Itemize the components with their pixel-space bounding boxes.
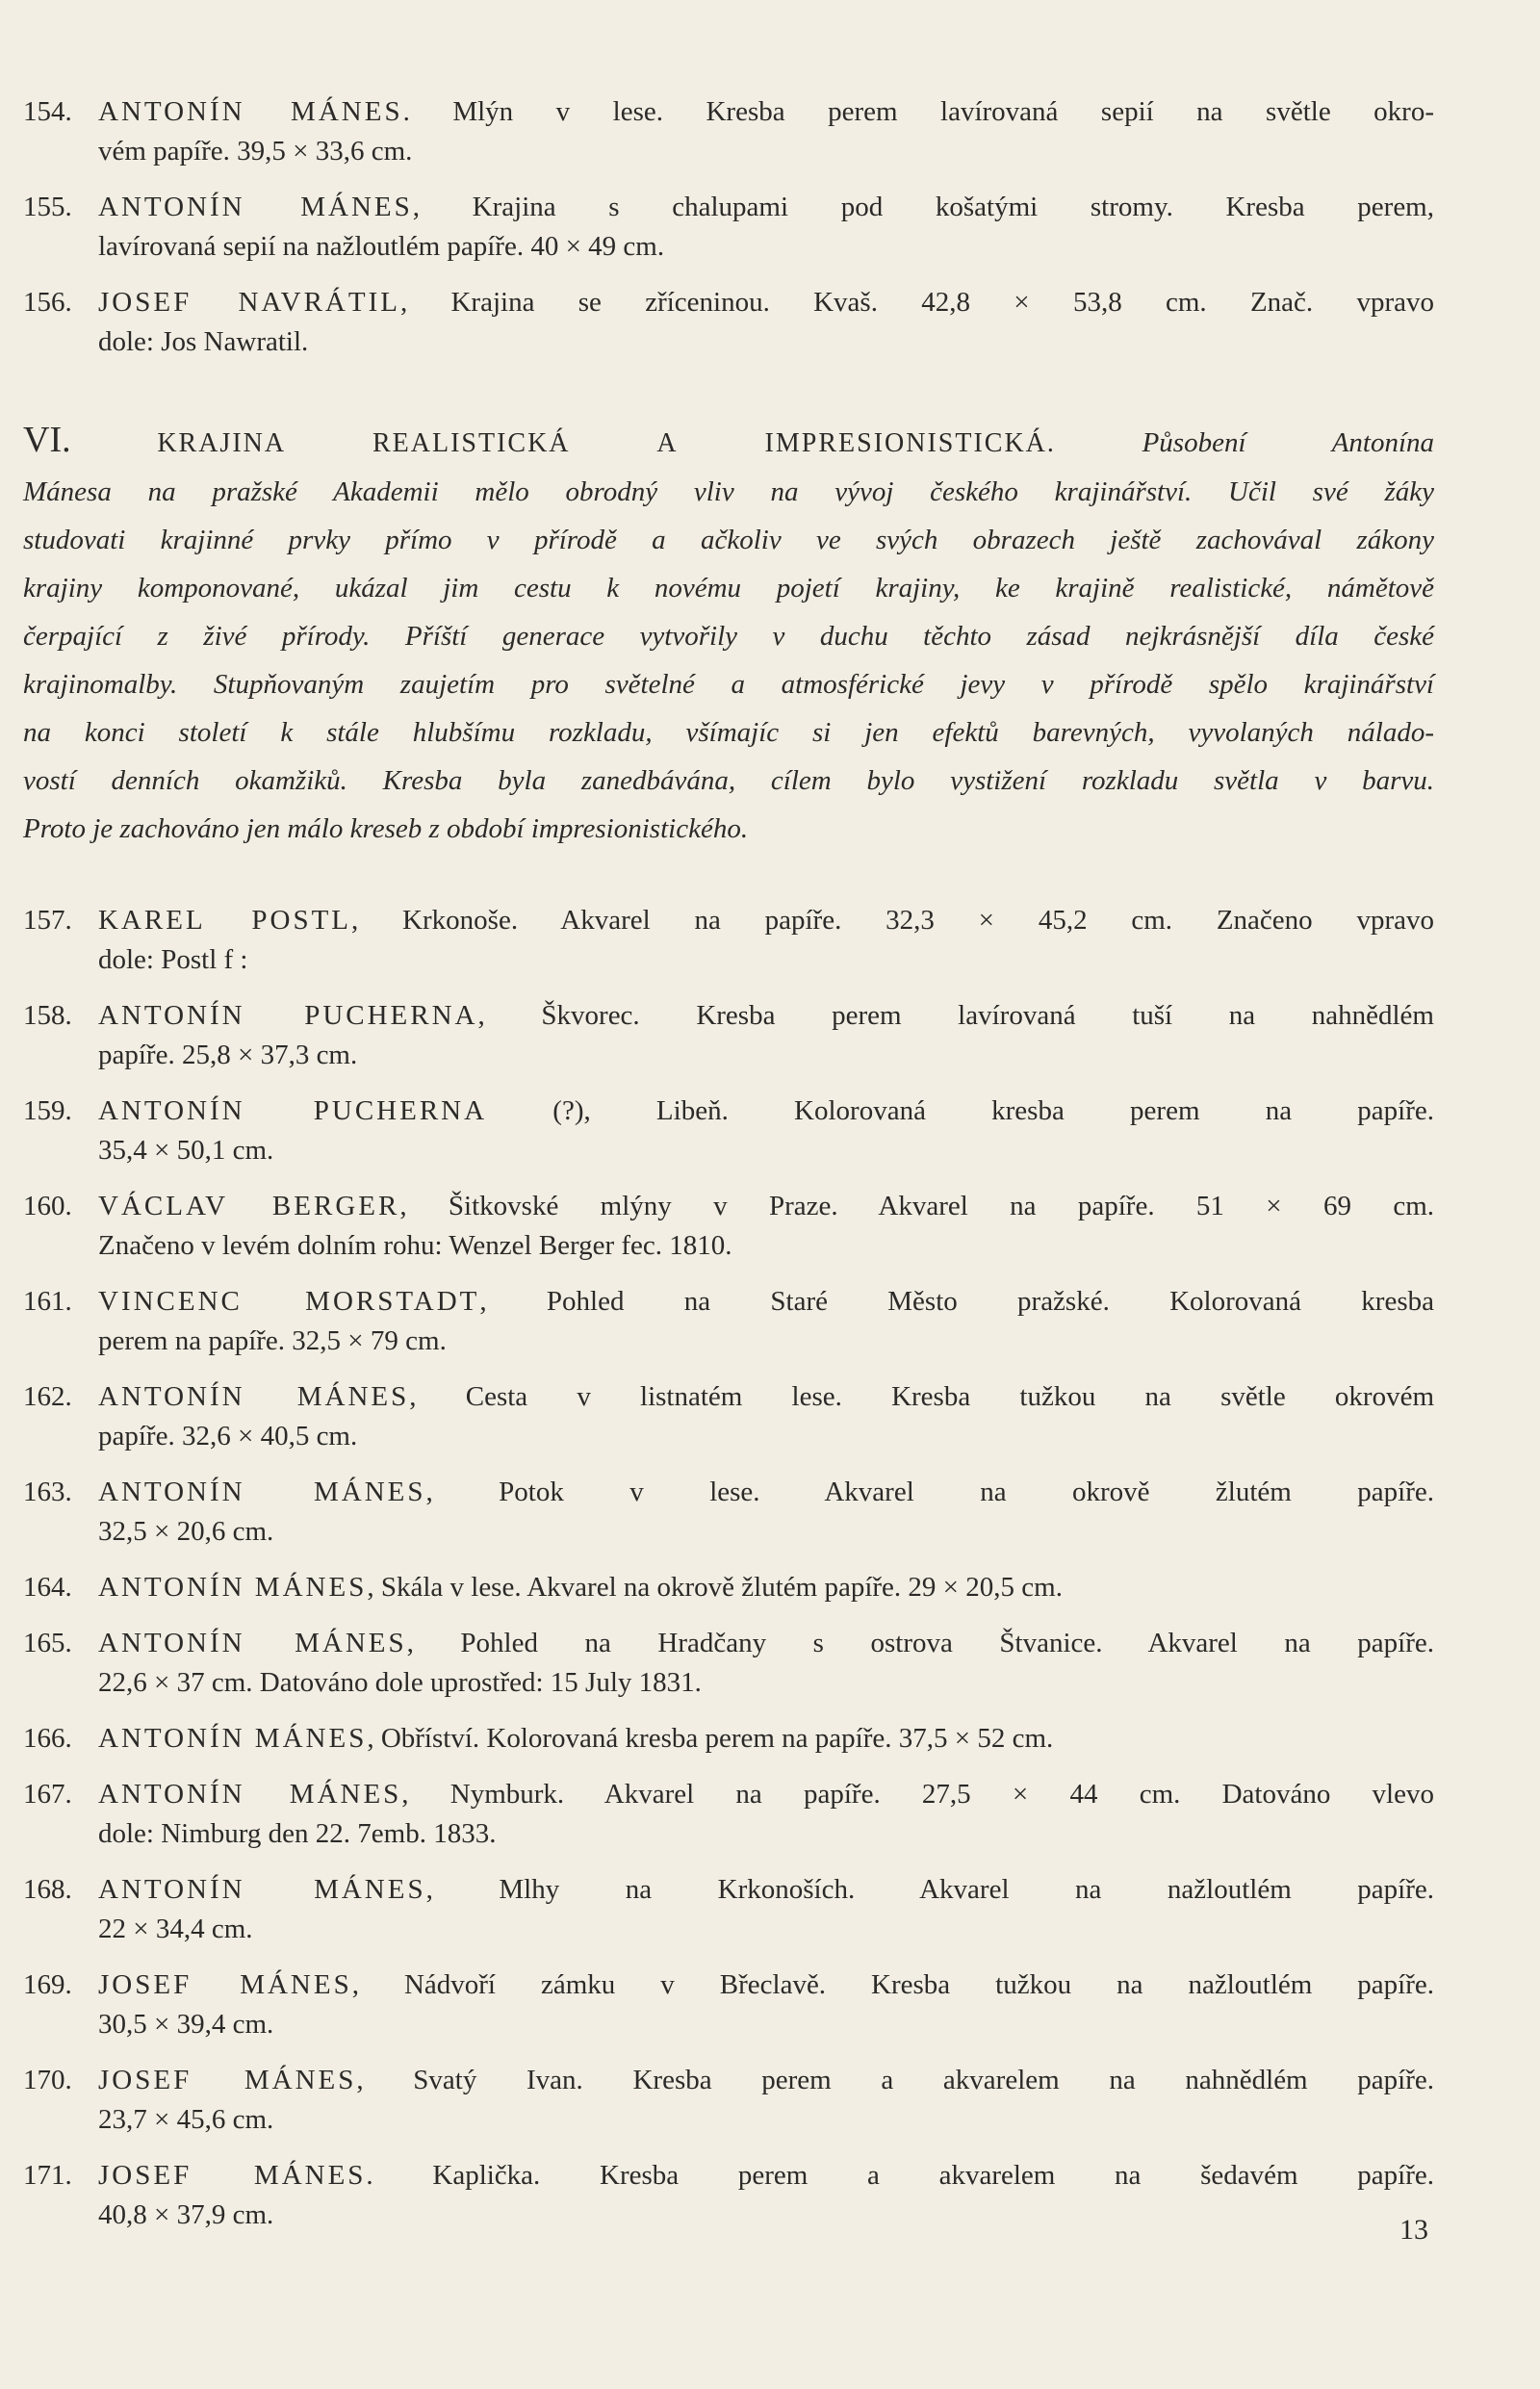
entry-description: 22,6 × 37 cm. Datováno dole uprostřed: 15 July 1831. — [98, 1667, 702, 1698]
catalogue-entry — [23, 1473, 1434, 1552]
catalogue-entry — [23, 1092, 1434, 1170]
entry-number: 162. — [23, 1381, 72, 1412]
entry-artist: VINCENC MORSTADT — [98, 1286, 480, 1317]
entry-description: , Pohled na Staré Město pražské. Kolorovaná kresba — [479, 1286, 1434, 1317]
catalogue-entry — [23, 2061, 1434, 2140]
entry-artist: JOSEF NAVRÁTIL — [98, 287, 400, 318]
entry-description: , Pohled na Hradčany s ostrova Štvanice. Akvarel na papíře. — [406, 1628, 1435, 1658]
entry-artist: ANTONÍN MÁNES — [98, 1628, 407, 1658]
catalogue-entry — [23, 996, 1434, 1075]
entry-description: dole: Postl f : — [98, 944, 248, 975]
entry-number: 161. — [23, 1286, 72, 1317]
entry-artist: ANTONÍN MÁNES — [98, 1874, 426, 1905]
catalogue-entry — [23, 901, 1434, 980]
catalogue-entry — [23, 1965, 1434, 2044]
catalogue-entry — [23, 1377, 1434, 1456]
section-text-line: studovati krajinné prvky přímo v přírodě a ačkoliv ve svých obrazech ještě zachovával zákony — [23, 525, 1434, 555]
entry-description: , Šitkovské mlýny v Praze. Akvarel na papíře. 51 × 69 cm. — [399, 1191, 1435, 1221]
entry-artist: KAREL POSTL — [98, 905, 352, 936]
entry-artist: JOSEF MÁNES — [98, 1969, 352, 2000]
catalogue-entry — [23, 1870, 1434, 1949]
entry-artist: ANTONÍN PUCHERNA — [98, 1000, 478, 1031]
entry-description: , Cesta v listnatém lese. Kresba tužkou na světle okrovém — [409, 1381, 1434, 1412]
entry-number: 168. — [23, 1874, 72, 1905]
section-text-line: Působení Antonína — [1055, 427, 1435, 458]
entry-description: . Kaplička. Kresba perem a akvarelem na šedavém papíře. — [366, 2160, 1434, 2191]
entry-description: lavírovaná sepií na nažloutlém papíře. 40 × 49 cm. — [98, 231, 665, 262]
entry-artist: ANTONÍN MÁNES — [98, 96, 403, 127]
entry-number: 163. — [23, 1477, 72, 1507]
entry-artist: JOSEF MÁNES — [98, 2160, 367, 2191]
entry-description: , Obříství. Kolorovaná kresba perem na papíře. 37,5 × 52 cm. — [367, 1723, 1054, 1754]
entry-number: 158. — [23, 1000, 72, 1031]
section-text-line: vostí denních okamžiků. Kresba byla zanedbávána, cílem bylo vystižení rozkladu světla v barvu. — [23, 765, 1434, 796]
catalogue-entries — [23, 901, 1434, 2235]
catalogue-page — [23, 92, 1434, 2251]
entry-description: , Nádvoří zámku v Břeclavě. Kresba tužkou na nažloutlém papíře. — [351, 1969, 1435, 2000]
entry-number: 157. — [23, 905, 72, 936]
entry-description: , Svatý Ivan. Kresba perem a akvarelem na nahnědlém papíře. — [356, 2065, 1434, 2095]
entry-description: dole: Jos Nawratil. — [98, 326, 309, 357]
section-text-line: krajiny komponované, ukázal jim cestu k novému pojetí krajiny, ke krajině realistické, námětově — [23, 573, 1434, 604]
catalogue-entries-top — [23, 92, 1434, 362]
catalogue-entry — [23, 1719, 1434, 1759]
entry-number: 165. — [23, 1628, 72, 1658]
section-text-line: krajinomalby. Stupňovaným zaujetím pro světelné a atmosférické jevy v přírodě spělo krajinářství — [23, 669, 1434, 700]
catalogue-entry — [23, 1282, 1434, 1361]
entry-description: 35,4 × 50,1 cm. — [98, 1135, 274, 1166]
entry-description: , Krkonoše. Akvarel na papíře. 32,3 × 45,2 cm. Značeno vpravo — [351, 905, 1434, 936]
section-text-line: čerpající z živé přírody. Příští generace vytvořily v duchu těchto zásad nejkrásnější díla české — [23, 621, 1434, 652]
entry-number: 164. — [23, 1572, 72, 1603]
entry-artist: ANTONÍN PUCHERNA — [98, 1095, 488, 1126]
entry-description: , Nymburk. Akvarel na papíře. 27,5 × 44 cm. Datováno vlevo — [401, 1779, 1434, 1810]
entry-number: 155. — [23, 192, 72, 222]
catalogue-entry — [23, 188, 1434, 267]
section-text-line: na konci století k stále hlubšímu rozkladu, všímajíc si jen efektů barevných, vyvolaných nálado- — [23, 717, 1434, 748]
catalogue-entry — [23, 1187, 1434, 1266]
catalogue-entry — [23, 283, 1434, 362]
catalogue-entry — [23, 1624, 1434, 1703]
entry-description: , Mlhy na Krkonoších. Akvarel na nažloutlém papíře. — [425, 1874, 1434, 1905]
page-number: 13 — [1399, 2214, 1428, 2246]
entry-artist: ANTONÍN MÁNES — [98, 1723, 368, 1754]
entry-description: , Potok v lese. Akvarel na okrově žlutém papíře. — [425, 1477, 1434, 1507]
entry-number: 154. — [23, 96, 72, 127]
catalogue-entry — [23, 1775, 1434, 1854]
entry-number: 156. — [23, 287, 72, 318]
section-text-line: Proto je zachováno jen málo kreseb z období impresionistického. — [23, 813, 749, 844]
catalogue-entry — [23, 92, 1434, 171]
entry-description: 22 × 34,4 cm. — [98, 1914, 253, 1944]
entry-description: , Skála v lese. Akvarel na okrově žlutém papíře. 29 × 20,5 cm. — [367, 1572, 1063, 1603]
section-text-line: Mánesa na pražské Akademii mělo obrodný vliv na vývoj českého krajinářství. Učil své žáky — [23, 476, 1434, 507]
entry-artist: ANTONÍN MÁNES — [98, 1477, 426, 1507]
entry-artist: ANTONÍN MÁNES — [98, 192, 413, 222]
entry-description: (?), Libeň. Kolorovaná kresba perem na papíře. — [487, 1095, 1434, 1126]
entry-number: 170. — [23, 2065, 72, 2095]
section-numeral: VI. — [23, 420, 71, 460]
entry-description: 40,8 × 37,9 cm. — [98, 2199, 274, 2230]
entry-artist: ANTONÍN MÁNES — [98, 1381, 410, 1412]
entry-number: 167. — [23, 1779, 72, 1810]
entry-number: 160. — [23, 1191, 72, 1221]
entry-description: . Mlýn v lese. Kresba perem lavírovaná sepií na světle okro- — [402, 96, 1434, 127]
entry-description: , Krajina se zříceninou. Kvaš. 42,8 × 53,8 cm. Znač. vpravo — [399, 287, 1434, 318]
entry-description: , Škvorec. Kresba perem lavírovaná tuší na nahnědlém — [477, 1000, 1434, 1031]
section-vi — [23, 416, 1434, 853]
catalogue-entry — [23, 2156, 1434, 2235]
entry-number: 166. — [23, 1723, 72, 1754]
entry-description: papíře. 32,6 × 40,5 cm. — [98, 1421, 358, 1451]
entry-description: vém papíře. 39,5 × 33,6 cm. — [98, 136, 413, 167]
entry-description: 30,5 × 39,4 cm. — [98, 2009, 274, 2040]
entry-description: perem na papíře. 32,5 × 79 cm. — [98, 1325, 447, 1356]
entry-description: papíře. 25,8 × 37,3 cm. — [98, 1040, 358, 1070]
entry-description: , Krajina s chalupami pod košatými stromy. Kresba perem, — [412, 192, 1434, 222]
section-title: KRAJINA REALISTICKÁ A IMPRESIONISTICKÁ. — [157, 428, 1056, 458]
entry-artist: ANTONÍN MÁNES — [98, 1779, 402, 1810]
entry-artist: JOSEF MÁNES — [98, 2065, 357, 2095]
entry-description: 23,7 × 45,6 cm. — [98, 2104, 274, 2135]
entry-description: 32,5 × 20,6 cm. — [98, 1516, 274, 1547]
entry-description: Značeno v levém dolním rohu: Wenzel Berger fec. 1810. — [98, 1230, 732, 1261]
entry-number: 159. — [23, 1095, 72, 1126]
entry-description: dole: Nimburg den 22. 7emb. 1833. — [98, 1818, 497, 1849]
catalogue-entry — [23, 1568, 1434, 1607]
entry-number: 169. — [23, 1969, 72, 2000]
entry-artist: VÁCLAV BERGER — [98, 1191, 400, 1221]
entry-number: 171. — [23, 2160, 72, 2191]
entry-artist: ANTONÍN MÁNES — [98, 1572, 368, 1603]
